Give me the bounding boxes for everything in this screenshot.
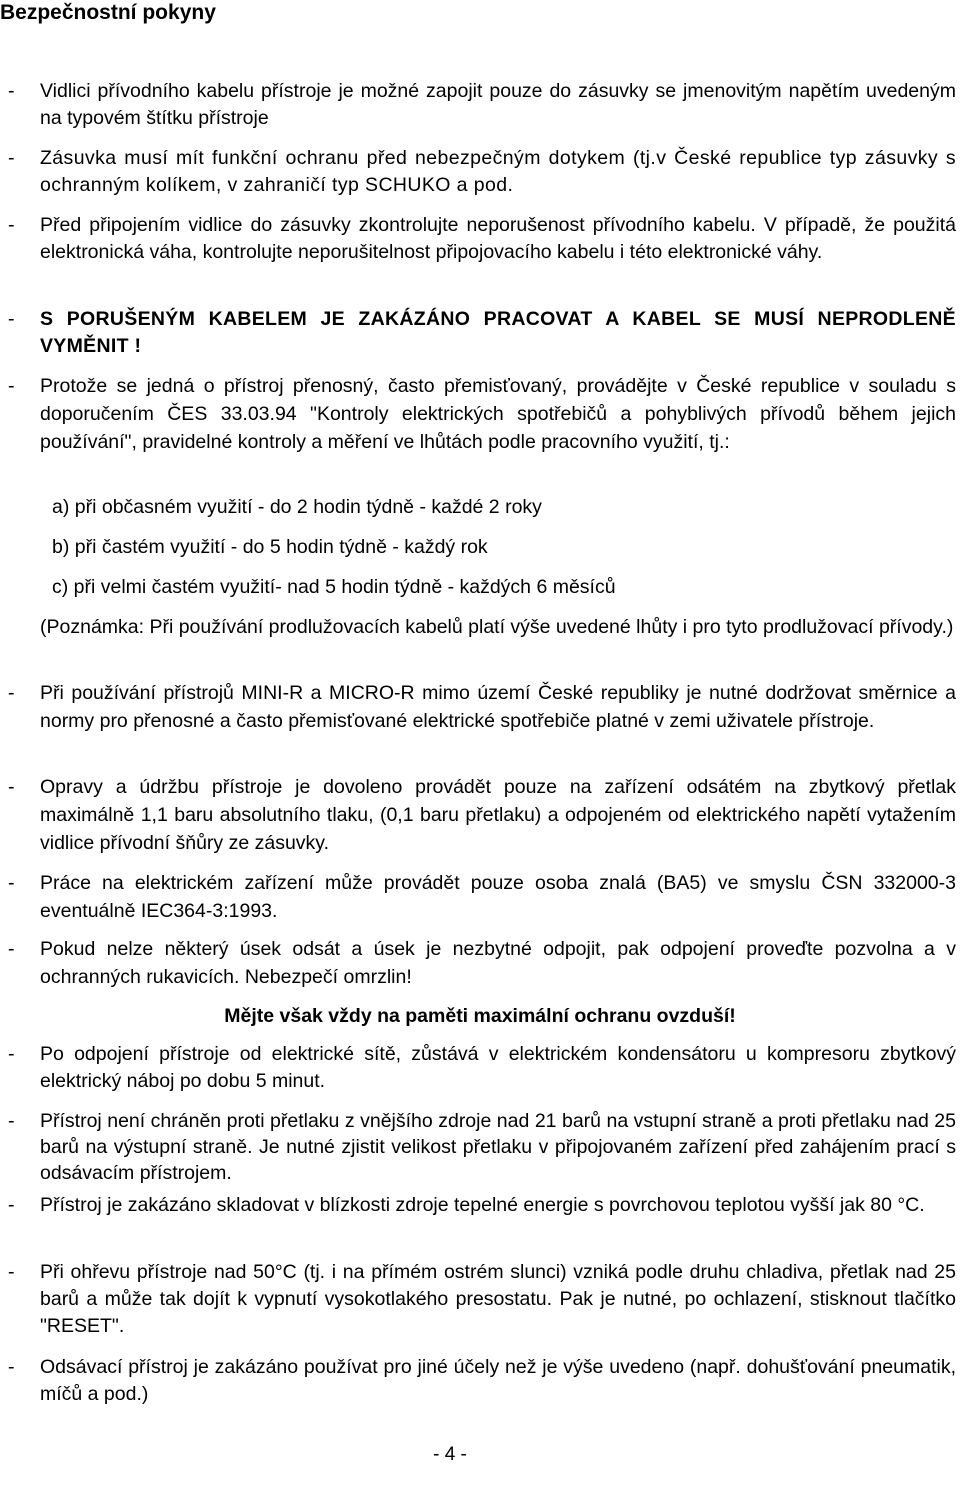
list-dash: - [8,375,15,397]
list-dash: - [8,147,15,169]
list-item [8,212,956,266]
note-text: (Poznámka: Při používání prodlužovacích kabelů platí výše uvedené lhůty i pro tyto prodlužovací přívody.) [40,616,954,638]
item-text: Při používání přístrojů MINI-R a MICRO-R mimo území České republiky je nutné dodržovat směrnice a normy pro přenosné a často přemisťované elektrické spotřebiče platné v zemi uživatele přístroje. [40,682,956,732]
item-text-warning: S PORUŠENÝM KABELEM JE ZAKÁZÁNO PRACOVAT A KABEL SE MUSÍ NEPRODLENĚ VYMĚNIT ! [40,308,956,357]
interval-item: b) při častém využití - do 5 hodin týdně - každý rok [52,536,488,558]
item-text: Opravy a údržbu přístroje je dovoleno provádět pouze na zařízení odsátém na zbytkový přetlak maximálně 1,1 baru absolutního tlaku, (0,1 baru přetlaku) a odpojeném od elektrického napětí vytažením vidlice přívodní šňůry ze zásuvky. [40,776,956,854]
list-item [8,1108,956,1186]
list-dash: - [8,80,15,102]
list-item [8,372,956,456]
list-item [8,773,956,857]
list-item [8,679,956,735]
list-dash: - [8,1043,15,1065]
list-item [8,1259,956,1340]
list-item [8,1041,956,1095]
item-text: Zásuvka musí mít funkční ochranu před nebezpečným dotykem (tj.v České republice typ zásuvky s ochranným kolíkem, v zahraničí typ SCHUKO a pod. [40,147,956,196]
item-text: Po odpojení přístroje od elektrické sítě, zůstává v elektrickém kondensátoru u kompresoru zbytkový elektrický náboj po dobu 5 minut. [40,1043,956,1092]
item-text: Přístroj není chráněn proti přetlaku z vnějšího zdroje nad 21 barů na vstupní straně a proti přetlaku nad 25 barů na výstupní straně. Je nutné zjistit velikost přetlaku v připojovaném zařízení před zahájením prací s odsávacím přístrojem. [40,1110,956,1184]
highlight-text: Mějte však vždy na paměti maximální ochranu ovzduší! [224,1005,736,1027]
list-dash: - [8,214,15,236]
item-text: Přístroj je zakázáno skladovat v blízkosti zdroje tepelné energie s povrchovou teplotou vyšší jak 80 °C. [40,1194,925,1216]
item-text: Při ohřevu přístroje nad 50°C (tj. i na přímém ostrém slunci) vzniká podle druhu chladiva, přetlak nad 25 barů a může tak dojít k vypnutí vysokotlakého presostatu. Pak je nutné, po ochlazení, stisknout tlačítko "RESET". [40,1261,956,1337]
list-item [8,306,956,360]
item-text: Pokud nelze některý úsek odsát a úsek je nezbytné odpojit, pak odpojení proveďte pozvolna a v ochranných rukavicích. Nebezpečí omrzlin! [40,938,956,988]
item-text: Protože se jedná o přístroj přenosný, často přemisťovaný, provádějte v České republice v souladu s doporučením ČES 33.03.94 "Kontroly elektrických spotřebičů a pohyblivých přívodů během jejich používání", pravidelné kontroly a měření ve lhůtách podle pracovního využití, tj.: [40,375,956,453]
interval-item: a) při občasném využití - do 2 hodin týdně - každé 2 roky [52,496,542,518]
item-text: Před připojením vidlice do zásuvky zkontrolujte neporušenost přívodního kabelu. V případě, že použitá elektronická váha, kontrolujte neporušitelnost připojovacího kabelu i této elektronické váhy. [40,214,956,263]
section-title: Bezpečnostní pokyny [0,1,216,24]
list-dash: - [8,1356,15,1378]
list-dash: - [8,1110,15,1132]
item-text: Odsávací přístroj je zakázáno používat pro jiné účely než je výše uvedeno (např. dohušťování pneumatik, míčů a pod.) [40,1356,956,1405]
interval-item: c) při velmi častém využití- nad 5 hodin týdně - každých 6 měsíců [52,576,616,598]
list-item [8,935,956,991]
list-item [8,869,956,925]
item-text: Práce na elektrickém zařízení může provádět pouze osoba znalá (BA5) ve smyslu ČSN 332000-3 eventuálně IEC364-3:1993. [40,872,956,922]
list-dash: - [8,682,15,704]
list-dash: - [8,872,15,894]
item-text: Vidlici přívodního kabelu přístroje je možné zapojit pouze do zásuvky se jmenovitým napětím uvedeným na typovém štítku přístroje [40,80,956,129]
list-item [8,1354,956,1408]
list-item [8,78,956,132]
page-number: - 4 - [433,1444,467,1465]
list-dash: - [8,776,15,798]
list-item [8,145,956,199]
list-dash: - [8,1261,15,1283]
list-dash: - [8,1194,15,1216]
list-dash: - [8,938,15,960]
list-item [8,1192,956,1219]
list-dash: - [8,308,15,330]
